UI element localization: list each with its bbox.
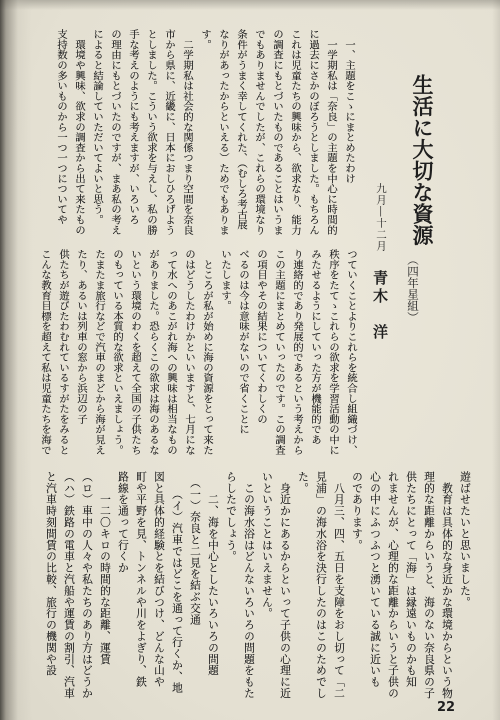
- text-column: （ロ）車中の人々や私たちのあり方はどうか: [81, 471, 94, 699]
- text-column: によると結論していただいてよいと思う。: [91, 29, 103, 225]
- text-column: （ハ）鉄路の電車と汽船や運賃の割引、汽車: [63, 471, 76, 699]
- text-column: たり、あるいは列車の窓から浜辺の子: [75, 249, 87, 425]
- text-column: の理由にもとづいたのですが、まあ私の考え: [109, 29, 121, 235]
- text-column: 町や平野を見、トンネルや川をよぎり、鉄: [135, 471, 148, 688]
- text-column: 二、海を中心としたいろいろの問題: [207, 471, 220, 677]
- text-column: と汽車時刻間賃の比較、旅行の機関や設: [45, 471, 58, 677]
- text-column: べるのは今は意味がないので省くことに: [237, 249, 249, 435]
- text-column: ところが私が始めに海の資源をとって来た: [201, 249, 213, 455]
- text-column: 身近かにあるからといって子供の心理に近: [279, 471, 292, 699]
- text-column: 二学期私は社会的な関係つまり空間を奈良: [181, 29, 193, 235]
- text-column: いという環境のわくを超えて全国の子供たち: [129, 249, 141, 455]
- text-column: 八月三、四、五日を支障をおし切って「二: [333, 471, 346, 699]
- text-column: たまたま旅行などで汽車のまどから海が見え: [93, 249, 105, 455]
- text-column: みたせるようにしていった方が機能的であ: [309, 249, 321, 445]
- text-column: 条件がうまく幸してくれた、（むしろ考古展: [235, 29, 247, 230]
- text-column: この海水浴はどんないろいろの問題をもた: [243, 471, 256, 699]
- text-column: 図と具体的経験とを結びつけ、どんな山や: [153, 471, 166, 688]
- text-column: 一二〇キロの時間的な距離、運賃: [99, 471, 112, 665]
- text-column: なりがあったからといえる）ためでもありま: [217, 29, 229, 235]
- text-column: 供たちにとって「海」は縁遠いものかも知: [405, 471, 418, 688]
- text-column: 手な考えのようにも考えますが、いろいろ: [127, 29, 139, 225]
- text-column: のであります。: [351, 471, 364, 551]
- text-column: 市から県に、近畿に、日本におしひろげよう: [163, 29, 175, 235]
- text-tier-top: [52, 29, 358, 235]
- period-label: 九月―十二月: [375, 183, 387, 252]
- text-column: の項目やその結果についてくわしくの: [255, 249, 267, 425]
- text-column: これは児童たちの興味から、欲求なり、能力: [289, 29, 301, 235]
- text-column: のはどうしたわけかといいますと、七月にな: [183, 249, 195, 455]
- text-column: 供たちが遊びたわむれているすがたをみると: [57, 249, 69, 455]
- text-column: でもありませんでしたが、これらの環境なり: [253, 29, 265, 235]
- text-column: こんな教育目標を超えて私は児童たちを海で: [39, 249, 51, 455]
- text-column: のもっている本質的な欲求といえましょう。: [111, 249, 123, 455]
- text-column: 心の中にふつふつと湧いている誠に近いも: [369, 471, 382, 688]
- text-column: に過去にさかのぼろうとしました。もちろん: [307, 29, 319, 235]
- text-column: 環境や興味、欲求の調査から出て来たもの: [73, 29, 85, 235]
- author-name: 青木 洋: [371, 270, 389, 342]
- text-column: 教育は具体的な身近かな環境からという物: [441, 471, 454, 699]
- text-tier-bottom: [42, 471, 474, 700]
- text-column: 路線を通って行くか: [117, 471, 130, 574]
- text-column: 一、主題をこゝにまとめたわけ: [343, 29, 355, 184]
- text-column: 一学期私は「奈良」の主題を中心に時間的: [325, 29, 337, 235]
- text-column: れませんが、心理的な距離からいうと子供の: [387, 471, 400, 699]
- text-column: って水へのあこがれ海への興味は相当なもの: [165, 249, 177, 455]
- text-column: いということはいえません。: [261, 471, 274, 620]
- text-column: 見浦」の海水浴を決行したのはこのためでし: [315, 471, 328, 699]
- text-column: 秩序をたてゝこれらの欲求を学習活動の中に: [327, 249, 339, 455]
- text-column: つていくことよりこれらを統合し組織づけ、: [345, 249, 357, 455]
- text-column: り連絡的であり発展的であるという考えから: [291, 249, 303, 455]
- text-column: 支持数の多いものから一つ一つについてや: [55, 29, 67, 225]
- text-column: （一）奈良と二見を結ぶ交通: [189, 471, 202, 626]
- class-label: （四年星組）: [406, 254, 420, 323]
- text-column: この主題にまとめていったのです。この調査: [273, 249, 285, 455]
- text-column: 理的な距離からいうと、海のない奈良県の子: [423, 471, 436, 699]
- text-tier-middle: [36, 249, 360, 457]
- article-title: 生活に大切な資源: [410, 74, 435, 246]
- text-column: （イ）汽車ではどこを通って行くか、地: [171, 471, 184, 694]
- text-column: がありました。恐らくこの欲求は海のあるな: [147, 249, 159, 455]
- page-number: 22: [437, 700, 456, 715]
- text-column: た。: [297, 471, 310, 494]
- text-column: らしたでしょう。: [225, 471, 238, 563]
- text-column: す。: [199, 29, 211, 50]
- text-column: の調査にもとづいたものであることはいうま: [271, 29, 283, 235]
- text-column: 遊ばせたいと思いました。: [459, 471, 472, 608]
- text-column: いたします。: [219, 249, 231, 311]
- text-column: としました。こういう欲求を与えし、私の勝: [145, 29, 157, 235]
